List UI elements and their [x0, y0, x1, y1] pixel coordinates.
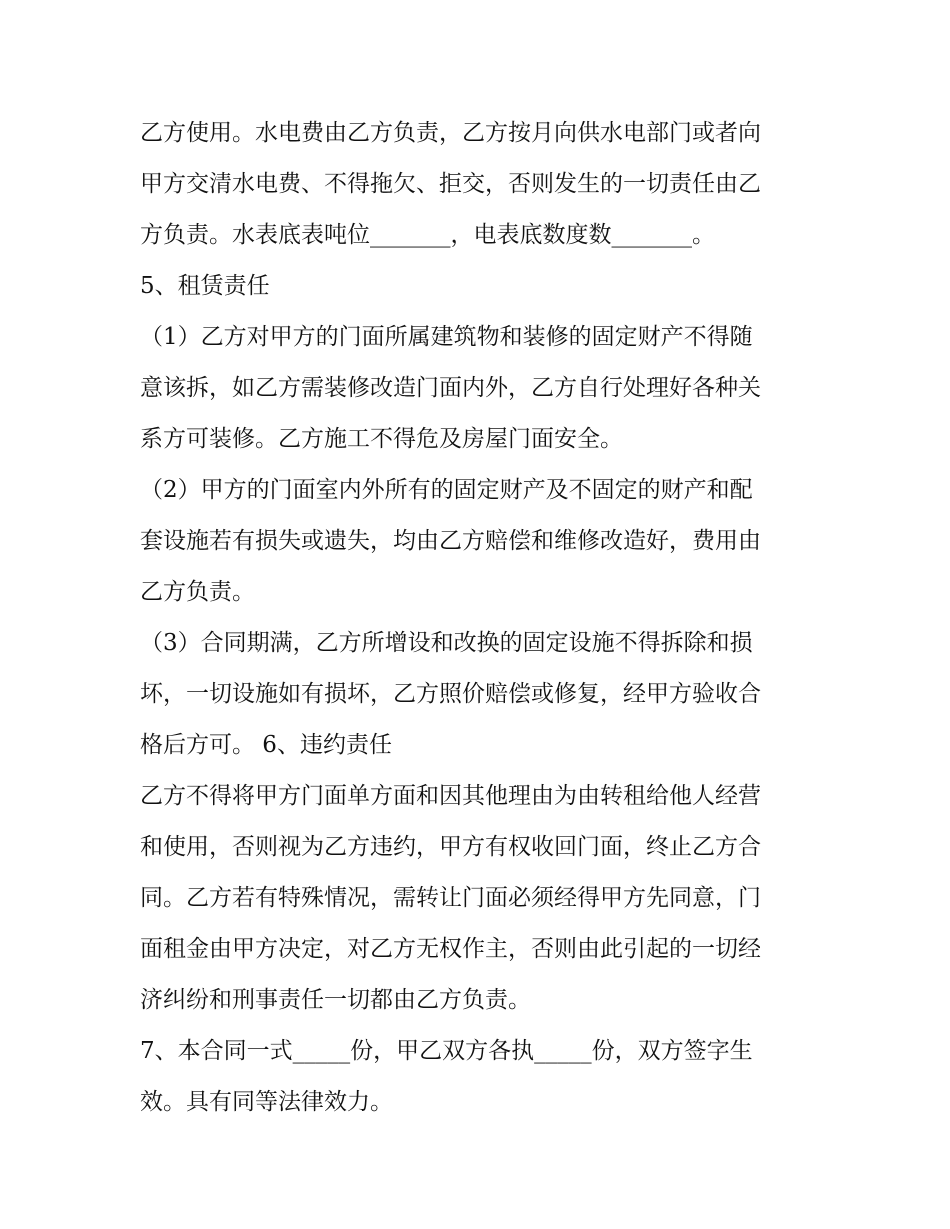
text-line-10: 乙方负责。	[140, 579, 255, 605]
text-line-2: 甲方交清水电费、不得拖欠、拒交，否则发生的一切责任由乙	[140, 171, 761, 197]
text-line-3: 方负责。水表底表吨位_______，电表底数度数_______。	[140, 222, 715, 248]
text-line-14: 乙方不得将甲方门面单方面和因其他理由为由转租给他人经营	[140, 783, 761, 809]
text-line-5: （1）乙方对甲方的门面所属建筑物和装修的固定财产不得随	[140, 324, 753, 350]
section-heading-lease-responsibility: 5、租赁责任	[140, 273, 270, 299]
text-line-17: 面租金由甲方决定，对乙方无权作主，否则由此引起的一切经	[140, 936, 761, 962]
text-line-12: 坏，一切设施如有损坏，乙方照价赔偿或修复，经甲方验收合	[140, 681, 761, 707]
text-line-16: 同。乙方若有特殊情况，需转让门面必须经得甲方先同意，门	[140, 885, 761, 911]
text-line-13: 格后方可。 6、违约责任	[140, 732, 392, 758]
text-line-9: 套设施若有损失或遗失，均由乙方赔偿和维修改造好，费用由	[140, 528, 761, 554]
text-line-20: 效。具有同等法律效力。	[140, 1089, 393, 1115]
text-line-8: （2）甲方的门面室内外所有的固定财产及不固定的财产和配	[140, 477, 753, 503]
text-line-7: 系方可装修。乙方施工不得危及房屋门面安全。	[140, 426, 623, 452]
text-line-15: 和使用，否则视为乙方违约，甲方有权收回门面，终止乙方合	[140, 834, 761, 860]
text-line-6: 意该拆，如乙方需装修改造门面内外，乙方自行处理好各种关	[140, 375, 761, 401]
text-line-19: 7、本合同一式_____份，甲乙双方各执_____份，双方签字生	[140, 1038, 753, 1064]
text-line-11: （3）合同期满，乙方所增设和改换的固定设施不得拆除和损	[140, 630, 753, 656]
text-line-1: 乙方使用。水电费由乙方负责，乙方按月向供水电部门或者向	[140, 120, 761, 146]
text-line-18: 济纠纷和刑事责任一切都由乙方负责。	[140, 987, 531, 1013]
contract-text	[140, 108, 830, 1128]
